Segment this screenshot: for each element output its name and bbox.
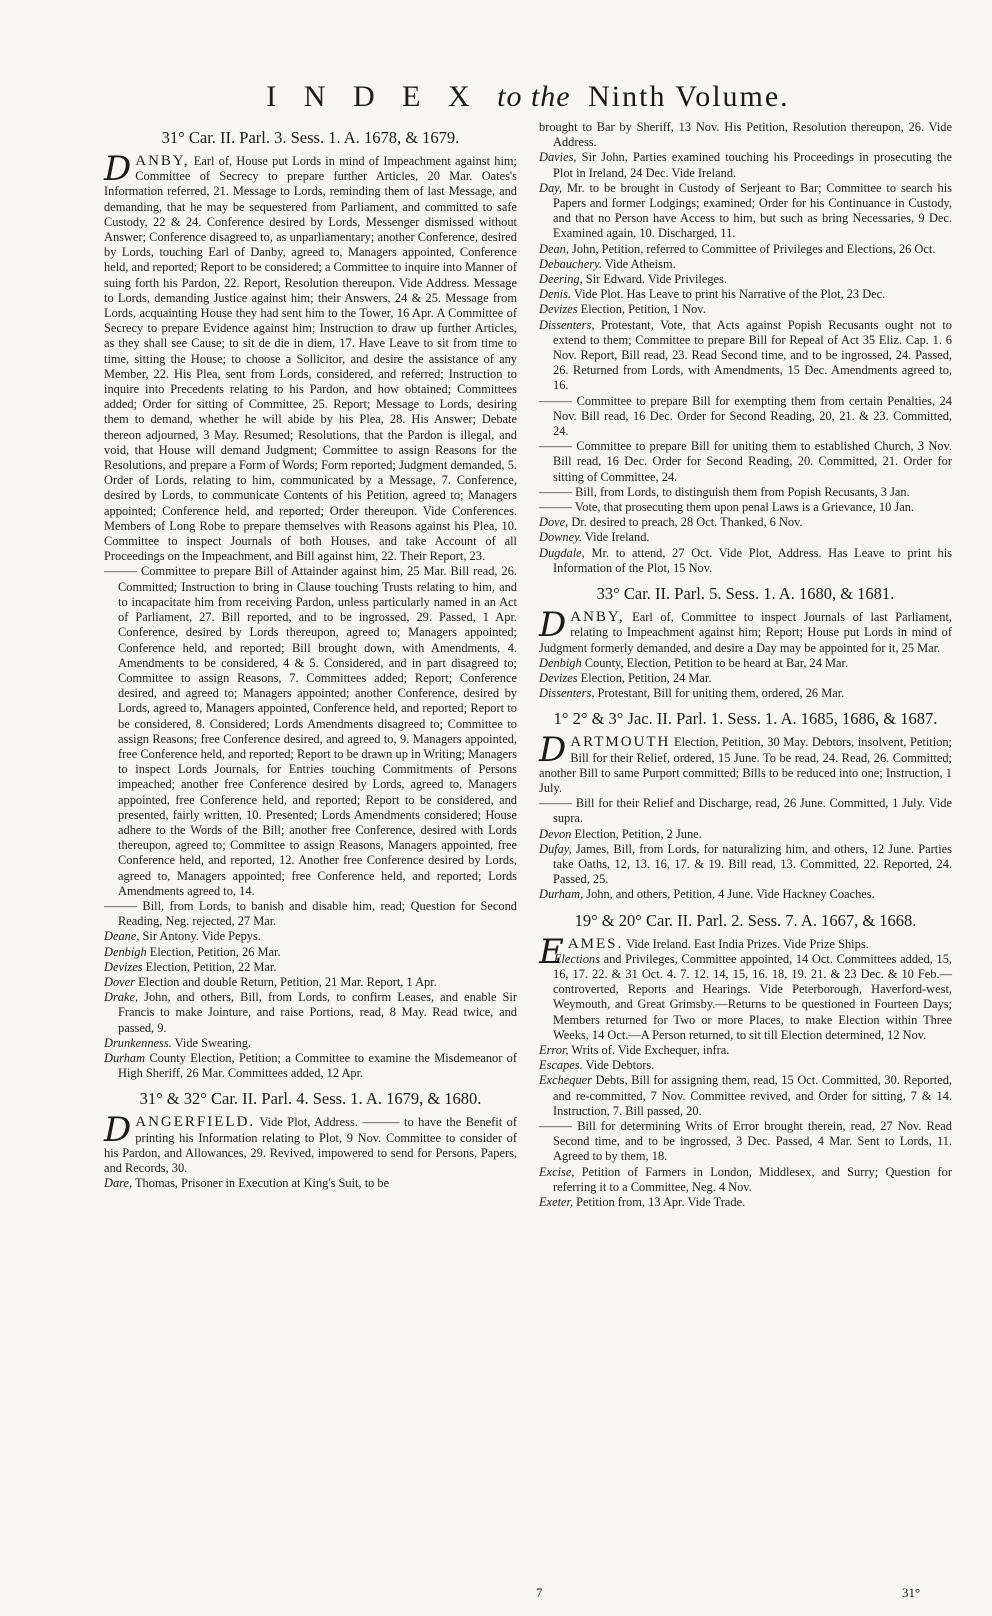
entry-text: Bill, from Lords, to distinguish them from Popish Recusants, 3 Jan. (572, 484, 910, 499)
index-entry (104, 1176, 517, 1191)
entry-headword: ARTMOUTH (570, 734, 671, 751)
entry-text: Bill, from Lords, to banish and disable him, read; Question for Second Reading, Neg. rejected, 27 Mar. (118, 898, 517, 929)
entry-headword: ——— (539, 439, 573, 454)
header-index: I N D E X (266, 80, 480, 113)
entry-text: Election, Petition, 24 Mar. (577, 670, 712, 685)
entry-text: Vide Atheism. (601, 256, 676, 271)
drop-cap: D (104, 149, 132, 189)
entry-headword: Elections (553, 951, 600, 966)
index-columns (104, 120, 952, 1576)
section-heading: 19° & 20° Car. II. Parl. 2. Sess. 7. A. 1667, & 1668. (574, 910, 917, 930)
entry-text: Sir Edward. Vide Privileges. (582, 272, 727, 287)
index-entry (104, 1036, 517, 1051)
index-entry (539, 1058, 952, 1073)
entry-text: Bill for determining Writs of Error brought therein, read, 27 Nov. Read Second time, and to be ingrossed, 3 Dec. Passed, 4 Mar. Sent to Lords, 11. Agreed to by them, 18. (553, 1118, 952, 1164)
entry-text: Committee to prepare Bill of Attainder against him, 25 Mar. Bill read, 26. Committed; Instruction to bring in Clause touching Trusts relating to him, and to incapacitate him from receiving Pardon, unless particularly named in an Act of Parliament, 27. Bill reported, and to be ingrossed, 29. Passed, 1 Apr. Conference, desired by Lords thereupon, agreed to; Managers appointed; Conference held, and reported; Bill brought down, with Amendments, 4. Amendments to be considered, 4 & 5. Considered, and in part disagreed to; Committee to assign Reasons, 7. Committees added; Report; Conference desired, and agreed to; Managers appointed; another Conference, desired by Lords, agreed to, Managers appointed, Conference held, and reported; Report to be considered, 8. Considered; Lords Amendments disagreed to; Committee to assign Reasons; free Conference desired, and agreed to, 9. Managers appointed, free Conference held, and reported; Report to be drawn up in Writing; Managers to inspect Lords Journals, for Entries touching Commitments of Persons impeached; another free Conference desired by Lords, agreed to, Managers appointed, free Conference held, and reported; Report to be considered, and presented, fairly written, 10. Presented; Lords Amendments considered; House adhere to the Words of the Bill; another free Conference, desired with Lords thereupon, agreed to; Committee to assign Reasons, Managers appointed, free Conference held, and reported, 12. Another free Conference desired by Lords, agreed to, Managers appointed; free Conference held, and reported; Lords Amendments agreed to, 14. (118, 564, 517, 898)
index-entry (104, 899, 517, 929)
index-entry (539, 686, 952, 701)
entry-text: Vide Plot, Address. ——— to have the Benefit of printing his Information relating to Plot, 9 Nov. Committee to consider of his Pardon, and Allowances, 29. Revived, impowered to send for Persons, Papers, and Records, 30. (104, 1115, 517, 1175)
entry-text: Vide Ireland. East India Prizes. Vide Prize Ships. (623, 936, 869, 951)
entry-text: Dr. desired to preach, 28 Oct. Thanked, 6 Nov. (568, 515, 803, 530)
entry-headword: Devizes (104, 959, 143, 974)
entry-text: Committee to prepare Bill for uniting them to established Church, 3 Nov. Bill read, 16 Dec. Order for Second Reading, 20. Committed, 21. Order for sitting of Committee, 24. (553, 439, 952, 484)
index-entry-initial (104, 149, 517, 564)
section-heading: 33° Car. II. Parl. 5. Sess. 1. A. 1680, & 1681. (596, 584, 895, 604)
entry-text: Bill for their Relief and Discharge, read, 26 June. Committed, 1 July. Vide supra. (553, 796, 952, 826)
entry-headword: ——— (104, 564, 138, 579)
entry-headword: Denis. (539, 287, 572, 302)
left-column (104, 120, 517, 1576)
entry-text: County, Election, Petition to be heard at Bar, 24 Mar. (581, 655, 849, 670)
index-entry (539, 515, 952, 530)
index-entry (104, 929, 517, 944)
entry-text: Thomas, Prisoner in Execution at King's Suit, to be (132, 1176, 390, 1191)
index-entry-initial (539, 605, 952, 656)
entry-text: Election, Petition, 26 Mar. (146, 944, 281, 959)
entry-text: County Election, Petition; a Committee to examine the Misdemeanor of High Sheriff, 26 Mar. Committees added, 12 Apr. (118, 1050, 517, 1081)
entry-headword: Drake, (104, 990, 139, 1005)
entry-text: Earl of, Committee to inspect Journals of last Parliament, relating to Impeachment against him; Report; House put Lords in mind of Judgment formerly demanded, and desire a Day may be appointed for it, 25 Mar. (539, 610, 952, 655)
entry-headword: ——— (104, 898, 138, 913)
index-entry (539, 302, 952, 317)
section-heading: 31° & 32° Car. II. Parl. 4. Sess. 1. A. 1679, & 1680. (139, 1089, 482, 1109)
entry-text: Writs of. Vide Exchequer, infra. (568, 1042, 730, 1057)
entry-headword: Debauchery. (539, 256, 602, 271)
index-entry (539, 500, 952, 515)
entry-text: Vide Swearing. (171, 1035, 252, 1050)
index-entry (539, 150, 952, 180)
index-entry (104, 975, 517, 990)
entry-headword: ANGERFIELD. (135, 1114, 256, 1131)
right-column (539, 120, 952, 1576)
entry-headword: ——— (539, 500, 573, 515)
index-entry (539, 1195, 952, 1210)
drop-cap: D (539, 605, 567, 646)
entry-text: Protestant, Vote, that Acts against Popish Recusants ought not to extend to them; Committee to prepare Bill for Repeal of Act 35 Eliz. Cap. 1. 6 Nov. Report, Bill read, 23. Read Second time, and to be ingrossed, 24. Passed, 26. Returned from Lords, with Amendments, 15 Dec. Amendments agreed to, 16. (553, 317, 952, 393)
catchword: 31° (902, 1585, 921, 1600)
entry-text: Vide Debtors. (582, 1058, 655, 1073)
entry-text: Vide Plot. Has Leave to print his Narrative of the Plot, 23 Dec. (571, 287, 886, 302)
entry-text: John, Petition, referred to Committee of Privileges and Elections, 26 Oct. (568, 241, 936, 256)
index-entry (104, 1051, 517, 1081)
entry-headword: Drunkenness. (104, 1035, 172, 1050)
index-entry (539, 485, 952, 500)
entry-headword: Excise, (539, 1164, 575, 1179)
entry-headword: ——— (539, 484, 573, 499)
entry-text: and Privileges, Committee appointed, 14 Oct. Committees added, 15, 16, 17. 22. & 31 Oct. 4. 7. 12. 14, 15, 16. 18, 19. 21. & 23 Dec. & 10 Feb.— controverted, Reports and Hearings. Vide Peterborough, Haverford-west, Weymouth, and Great Grimsby.—Returns to be questioned in Fourteen Days; Members returned for Two or more Places, to make Election within Three Weeks, 14 Oct.—A Person returned, to sit till Election determined, 12 Nov. (553, 951, 952, 1042)
entry-text: Protestant, Bill for uniting them, ordered, 26 Mar. (594, 686, 845, 701)
index-entry (539, 394, 952, 440)
entry-headword: Deering, (539, 272, 583, 287)
entry-headword: AMES. (567, 935, 624, 952)
entry-text: Vote, that prosecuting them upon penal Laws is a Grievance, 10 Jan. (572, 500, 914, 515)
entry-headword: Deane, (104, 929, 140, 944)
entry-text: Mr. to attend, 27 Oct. Vide Plot, Address. Has Leave to print his Information of the Plot, 15 Nov. (553, 545, 952, 575)
page-header (104, 80, 952, 114)
drop-cap: D (104, 1110, 132, 1151)
entry-text: Petition of Farmers in London, Middlesex, and Surry; Question for referring it to a Committee, Neg. 4 Nov. (553, 1164, 952, 1194)
entry-headword: ——— (539, 393, 573, 408)
index-entry (539, 842, 952, 888)
entry-text: Mr. to be brought in Custody of Serjeant to Bar; Committee to search his Papers and former Lodgings; examined; Order for his Continuance in Custody, and that no Person have Access to him, but such as bring Necessaries, 9 Dec. Examined again, 10. Discharged, 11. (553, 180, 952, 241)
entry-headword: Davies, (539, 150, 577, 165)
index-entry-initial (539, 730, 952, 796)
index-entry (539, 530, 952, 545)
drop-cap: E (539, 931, 564, 972)
entry-headword: Devizes (539, 302, 578, 317)
entry-headword: ANBY, (135, 153, 190, 169)
drop-cap: D (539, 730, 567, 771)
entry-text: Earl of, House put Lords in mind of Impeachment against him; Committee of Secrecy to prepare further Articles, 20 Mar. Oates's Information referred, 21. Message to Lords, reminding them of last Message, and demanding, that he may be sequestered from Parliament, and committed to safe Custody, 22 & 24. Conference desired by Lords, Messenger dismissed without Answer; Conference disagreed to, as unparliamentary; another Conference, desired by Lords, touching Earl of Danby, agreed to, Managers appointed, Conference held, and reported; Report to be considered; a Committee to inquire into Manner of suing forth his Pardon, 22. Report, Resolution thereupon. Vide Address. Message to Lords, demanding Justice against him; their Answers, 24 & 25. Message from Lords, acquainting House they had sent him to the Tower, 16 Apr. A Committee of Secrecy to prepare Evidence against him; Instruction to draw up further Articles, as they shall see Cause; to sit de die in diem, 17. Have Leave to sit from time to time, sitting the House; to choose a Sollicitor, and desire the assistance of any Member, 22. His Plea, sent from Lords, considered, and referred; Instruction to inquire into Precedents relating to his Pardon, and how obtained; Committees added; Order for sitting of Committee, 25. Report; Message to Lords, desiring them to demand, whether he will abide by his Plea, 28. His Answer; Debate thereon adjourned, 3 May. Resumed; Resolutions, that the Pardon is illegal, and void, that House will demand Judgment; Committee to assign Reasons for the Resolutions, and prepare a Form of Words; Form reported; Judgment demanded, 5. Order of Lords, relating to him, communicated by a Message, 7. Conference, desired by Lords, to communicate Contents of his Petition, agreed to; Managers appointed; Conference held, and reported; Order thereupon. Vide Conferences. Members of Long Robe to prepare themselves with Reasons against his Plea, 10. Committee to inspect Journals of both Houses, and take Account of all Proceedings on the Impeachment, and Bill against him, 22. Their Report, 23. (104, 154, 517, 564)
index-entry (539, 439, 952, 485)
entry-headword: Dugdale, (539, 545, 585, 560)
entry-text: Election, Petition, 2 June. (571, 826, 702, 841)
entry-headword: Dissenters, (539, 686, 595, 701)
entry-text: John, and others, Bill, from Lords, to confirm Leases, and enable Sir Francis to make Jointure, and raise Portions, read, 8 May. Read twice, and passed, 9. (118, 990, 517, 1035)
entry-headword: Dissenters, (539, 317, 595, 332)
entry-text: John, and others, Petition, 4 June. Vide Hackney Coaches. (583, 887, 875, 902)
index-entry (539, 1073, 952, 1119)
index-entry (539, 181, 952, 242)
index-entry (539, 796, 952, 826)
entry-text: Committee to prepare Bill for exempting them from certain Penalties, 24 Nov. Bill read, 16 Dec. Order for Second Reading, 20, 21. & 23. Committed, 24. (553, 393, 952, 439)
section-heading: 1° 2° & 3° Jac. II. Parl. 1. Sess. 1. A. 1685, 1686, & 1687. (553, 709, 938, 729)
entry-headword: Day, (539, 180, 563, 195)
section-heading: 31° Car. II. Parl. 3. Sess. 1. A. 1678, & 1679. (161, 128, 460, 147)
entry-headword: Escapes. (539, 1058, 583, 1073)
entry-text: Sir John, Parties examined touching his Proceedings in prosecuting the Plot in Ireland, 24 Dec. Vide Ireland. (553, 150, 952, 180)
entry-text: Debts, Bill for assigning them, read, 15 Oct. Committed, 30. Reported, and re-committed, 7 Nov. Committee revived, and Order for sitting, 7 & 14. Instruction, 7. Bill passed, 20. (553, 1073, 952, 1118)
entry-headword: Exchequer (539, 1073, 592, 1088)
entry-headword: Dean, (539, 241, 569, 256)
entry-headword: Devon (539, 826, 572, 841)
index-entry (539, 1165, 952, 1195)
index-entry (539, 546, 952, 576)
entry-headword: ——— (539, 796, 573, 811)
index-entry (539, 257, 952, 272)
entry-headword: Denbigh (539, 655, 582, 670)
entry-headword: Dove, (539, 515, 569, 530)
index-entry (539, 671, 952, 686)
entry-text: brought to Bar by Sheriff, 13 Nov. His Petition, Resolution thereupon, 26. Vide Address. (539, 120, 952, 150)
entry-headword: Dufay, (539, 841, 572, 856)
entry-text: James, Bill, from Lords, for naturalizing him, and others, 12 June. Parties take Oaths, 12, 13. 16, 17. & 19. Bill read, 13. Committed, 22. Reported, 24. Passed, 25. (553, 841, 952, 887)
entry-text: Election, Petition, 1 Nov. (577, 302, 706, 317)
index-entry (539, 952, 952, 1043)
index-entry (104, 990, 517, 1036)
index-entry (539, 272, 952, 287)
index-entry (539, 887, 952, 902)
index-entry (539, 656, 952, 671)
entry-text: Vide Ireland. (582, 530, 650, 545)
entry-text: Election, Petition, 22 Mar. (142, 959, 277, 974)
index-entry-initial (104, 1110, 517, 1176)
entry-text: Election and double Return, Petition, 21 Mar. Report, 1 Apr. (134, 974, 437, 989)
entry-headword: Downey. (539, 530, 583, 545)
index-entry (539, 318, 952, 394)
entry-headword: Devizes (539, 670, 578, 685)
entry-text: Sir Antony. Vide Pepys. (139, 929, 261, 944)
entry-text: Election, Petition, 30 May. Debtors, insolvent, Petition; Bill for their Relief, ordered, 15 June. To be read, 24. Read, 26. Committed; another Bill to same Purport committed; Bills to be reduced into one; Instruction, 1 July. (539, 735, 952, 795)
index-entry (539, 1043, 952, 1058)
entry-headword: Durham, (539, 887, 584, 902)
index-entry (104, 945, 517, 960)
entry-headword: Dover (104, 974, 135, 989)
index-entry (104, 960, 517, 975)
entry-headword: Denbigh (104, 944, 147, 959)
entry-headword: ANBY, (570, 609, 625, 626)
header-volume: Ninth Volume. (588, 80, 790, 113)
index-entry (539, 1119, 952, 1165)
entry-headword: Dare, (104, 1176, 133, 1191)
index-entry (539, 827, 952, 842)
entry-headword: ——— (539, 1118, 573, 1133)
entry-headword: Exeter, (539, 1195, 574, 1209)
entry-headword: Error, (539, 1042, 569, 1057)
page-number: 7 (536, 1585, 543, 1600)
index-entry (104, 564, 517, 898)
index-entry (539, 287, 952, 302)
index-entry (539, 242, 952, 257)
entry-text: Petition from, 13 Apr. Vide Trade. (573, 1195, 746, 1209)
entry-headword: Durham (104, 1050, 146, 1065)
header-to-the: to the (497, 80, 571, 113)
index-entry (539, 120, 952, 150)
